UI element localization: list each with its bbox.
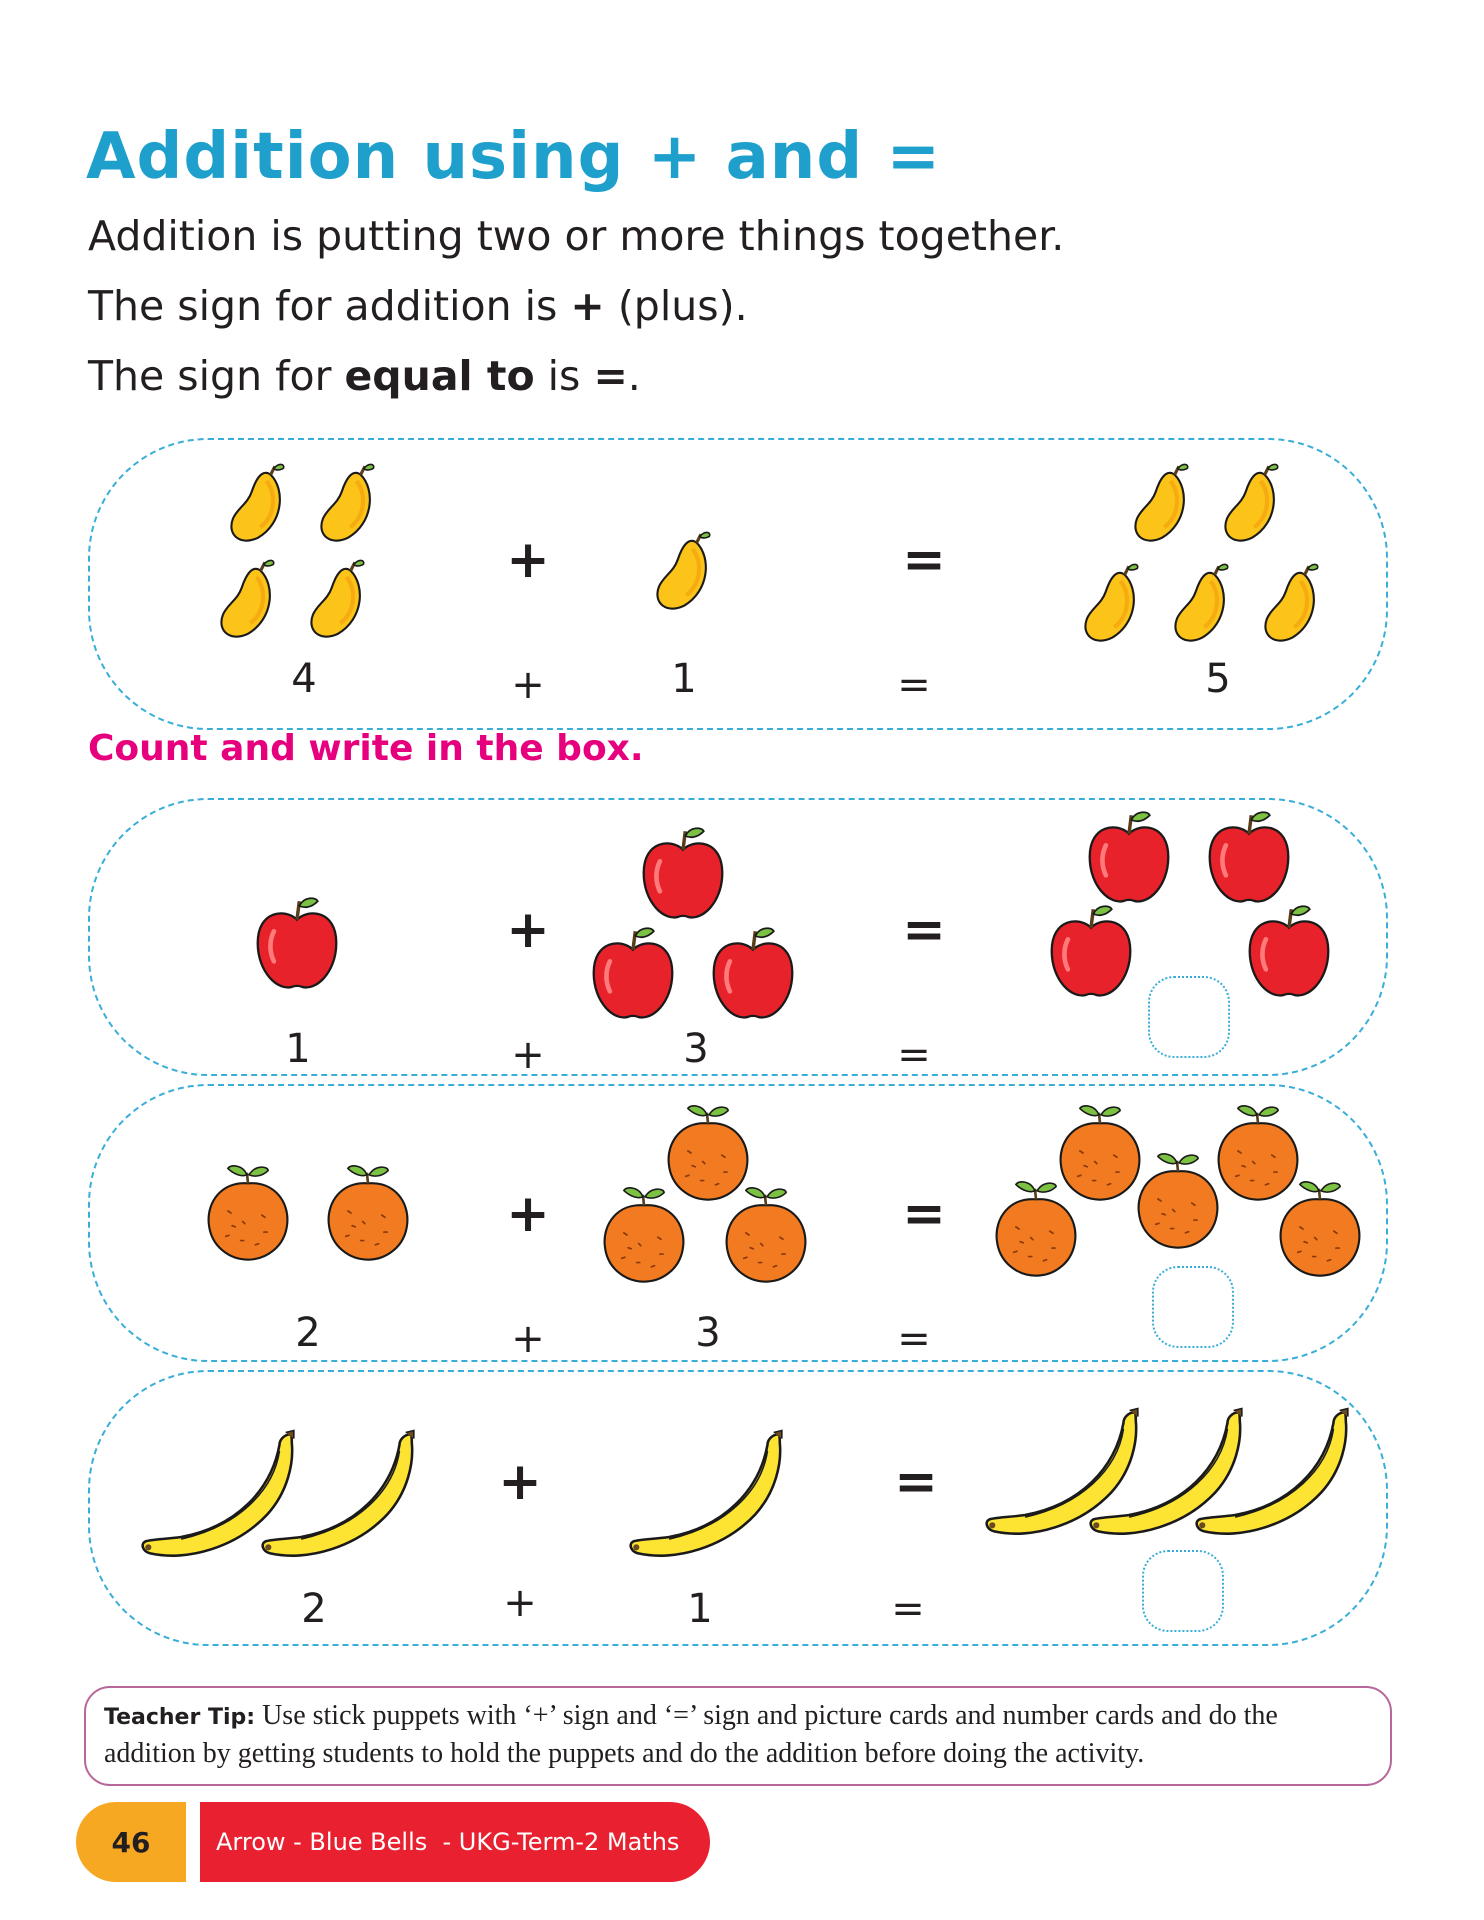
equals-sign: = bbox=[902, 900, 946, 960]
orange-icon bbox=[1272, 1176, 1368, 1282]
mango-icon bbox=[302, 556, 370, 640]
intro-line-3-mid: is bbox=[534, 352, 594, 400]
exercise-left-count: 1 bbox=[285, 1026, 311, 1072]
apple-icon bbox=[1082, 806, 1176, 910]
equals-sign: = bbox=[593, 352, 628, 400]
exercise-left-count: 2 bbox=[301, 1586, 327, 1632]
intro-line-3-suffix: . bbox=[627, 352, 641, 400]
mango-icon bbox=[312, 460, 380, 544]
plus-sign: + bbox=[506, 530, 550, 590]
intro-line-1: Addition is putting two or more things together. bbox=[88, 212, 1065, 260]
apple-icon bbox=[1242, 900, 1336, 1004]
banana-icon bbox=[624, 1428, 788, 1562]
mango-icon bbox=[212, 556, 280, 640]
book-title: Arrow - Blue Bells - UKG-Term-2 Maths bbox=[216, 1828, 680, 1856]
footer-book-title bbox=[200, 1802, 710, 1882]
plus-sign: + bbox=[506, 1184, 550, 1244]
equals-sign: = bbox=[902, 530, 946, 590]
apple-icon bbox=[586, 922, 680, 1026]
orange-icon bbox=[988, 1176, 1084, 1282]
mango-icon bbox=[222, 460, 290, 544]
exercise-left-count: 2 bbox=[295, 1310, 321, 1356]
mango-icon bbox=[1076, 560, 1144, 644]
mango-icon bbox=[1126, 460, 1194, 544]
mango-icon bbox=[648, 528, 716, 612]
equals-sign: = bbox=[897, 1316, 931, 1362]
equals-sign: = bbox=[894, 1452, 938, 1512]
plus-sign: + bbox=[498, 1452, 542, 1512]
intro-line-2-suffix: (plus). bbox=[604, 282, 748, 330]
equals-sign: = bbox=[902, 1184, 946, 1244]
answer-box[interactable] bbox=[1148, 976, 1230, 1058]
apple-icon bbox=[706, 922, 800, 1026]
equals-sign: = bbox=[897, 662, 931, 708]
example-result: 5 bbox=[1205, 656, 1231, 702]
apple-icon bbox=[1202, 806, 1296, 910]
orange-icon bbox=[320, 1160, 416, 1266]
apple-icon bbox=[250, 892, 344, 996]
mango-icon bbox=[1216, 460, 1284, 544]
intro-line-3-text: The sign for bbox=[88, 352, 345, 400]
answer-box[interactable] bbox=[1152, 1266, 1234, 1348]
plus-sign: + bbox=[511, 1316, 545, 1362]
orange-icon bbox=[596, 1182, 692, 1288]
plus-sign: + bbox=[511, 1032, 545, 1078]
example-right-count: 1 bbox=[671, 656, 697, 702]
plus-sign: + bbox=[570, 282, 605, 330]
orange-icon bbox=[200, 1160, 296, 1266]
equals-sign: = bbox=[897, 1032, 931, 1078]
teacher-tip-label: Teacher Tip: bbox=[104, 1705, 256, 1730]
plus-sign: + bbox=[506, 900, 550, 960]
page-number: 46 bbox=[76, 1802, 186, 1882]
equal-to-term: equal to bbox=[344, 352, 535, 400]
equals-sign: = bbox=[891, 1586, 925, 1632]
intro-line-3 bbox=[88, 352, 641, 400]
instruction: Count and write in the box. bbox=[88, 728, 644, 769]
plus-sign: + bbox=[503, 1580, 537, 1626]
banana-icon bbox=[256, 1428, 420, 1562]
exercise-right-count: 3 bbox=[683, 1026, 709, 1072]
plus-sign: + bbox=[511, 662, 545, 708]
mango-icon bbox=[1166, 560, 1234, 644]
apple-icon bbox=[1044, 900, 1138, 1004]
intro-line-2-text: The sign for addition is bbox=[88, 282, 571, 330]
exercise-right-count: 1 bbox=[687, 1586, 713, 1632]
banana-icon bbox=[1190, 1406, 1354, 1540]
orange-icon bbox=[718, 1182, 814, 1288]
answer-box[interactable] bbox=[1142, 1550, 1224, 1632]
teacher-tip-text: Use stick puppets with ‘+’ sign and ‘=’ sign and picture cards and number cards and do the addition by getting students to hold the puppets and do the addition before doing the activity. bbox=[104, 1700, 1278, 1769]
example-left-count: 4 bbox=[291, 656, 317, 702]
mango-icon bbox=[1256, 560, 1324, 644]
apple-icon bbox=[636, 822, 730, 926]
page-title: Addition using + and = bbox=[86, 120, 942, 194]
exercise-right-count: 3 bbox=[695, 1310, 721, 1356]
teacher-tip bbox=[84, 1686, 1392, 1786]
orange-icon bbox=[1130, 1148, 1226, 1254]
intro-line-2 bbox=[88, 282, 748, 330]
